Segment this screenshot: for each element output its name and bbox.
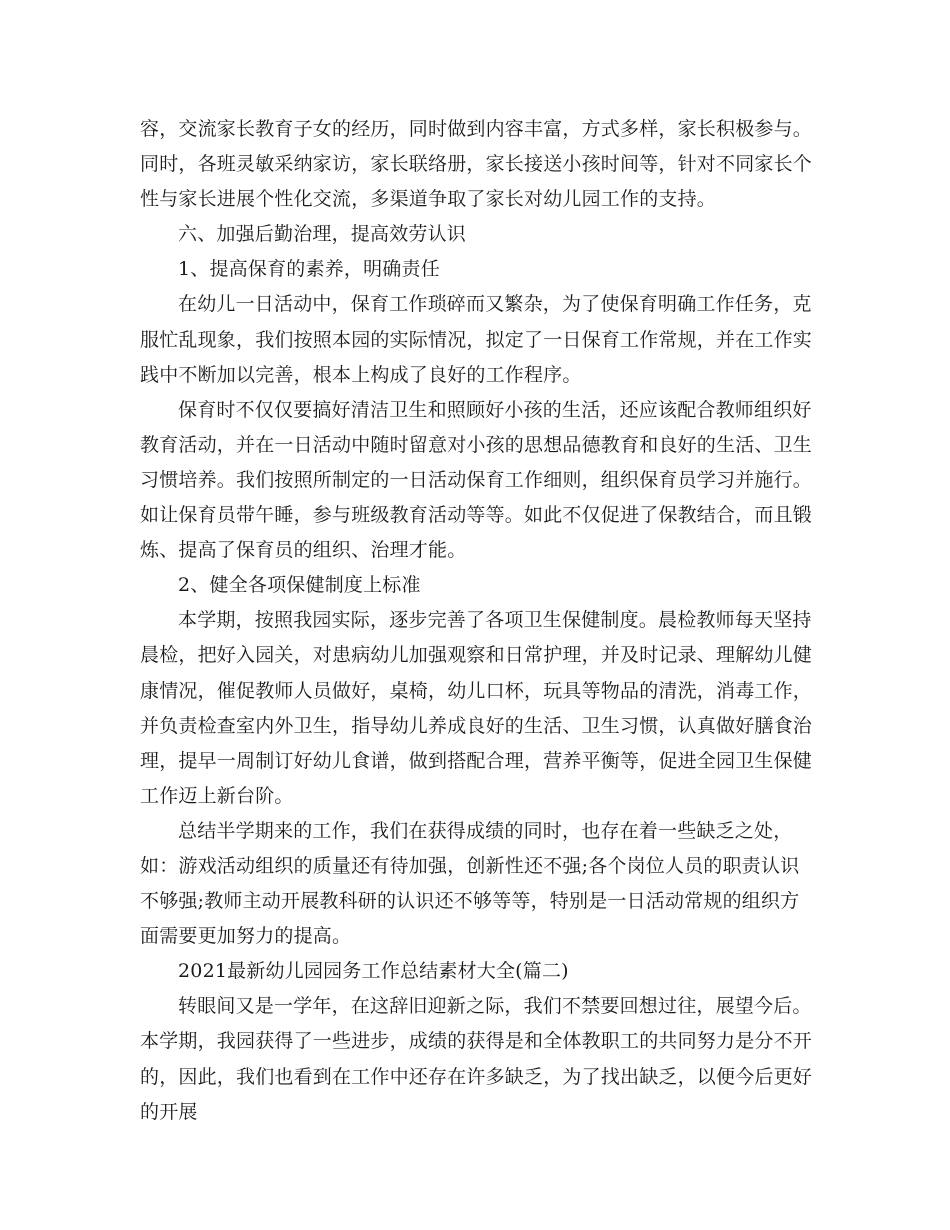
paragraph-summary: 总结半学期来的工作，我们在获得成绩的同时，也存在着一些缺乏之处，如：游戏活动组织的质量还有待加强，创新性还不强;各个岗位人员的职责认识不够强;教师主动开展教科研的认识还不够等等，特别是一日活动常规的组织方面需要更加努力的提高。 bbox=[140, 819, 800, 948]
paragraph-continuation: 容，交流家长教育子女的经历，同时做到内容丰富，方式多样，家长积极参与。同时，各班灵敏采纳家访，家长联络册，家长接送小孩时间等，针对不同家长个性与家长进展个性化交流，多渠道争取了家长对幼儿园工作的支持。 bbox=[140, 118, 813, 211]
section-heading-logistics: 六、加强后勤治理，提高效劳认识 bbox=[178, 223, 467, 246]
article-title-part-two: 2021最新幼儿园园务工作总结素材大全(篇二) bbox=[178, 960, 569, 983]
paragraph: 本学期，按照我园实际，逐步完善了各项卫生保健制度。晨检教师每天坚持晨检，把好入园关，对患病幼儿加强观察和日常护理，并及时记录、理解幼儿健康情况，催促教师人员做好，桌椅，幼儿口杯，玩具等物品的清洗，消毒工作，并负责检查室内外卫生，指导幼儿养成良好的生活、卫生习惯，认真做好膳食治理，提早一周制订好幼儿食谱，做到搭配合理，营养平衡等，促进全园卫生保健工作迈上新台阶。 bbox=[140, 609, 813, 807]
paragraph: 在幼儿一日活动中，保育工作琐碎而又繁杂，为了使保育明确工作任务，克服忙乱现象，我们按照本园的实际情况，拟定了一日保育工作常规，并在工作实践中不断加以完善，根本上构成了良好的工作程序。 bbox=[140, 293, 813, 386]
paragraph: 转眼间又是一学年，在这辞旧迎新之际，我们不禁要回想过往，展望今后。本学期，我园获得了一些进步，成绩的获得是和全体教职工的共同努力是分不开的，因此，我们也看到在工作中还存在许多缺乏，为了找出缺乏，以便今后更好的开展 bbox=[140, 995, 813, 1123]
paragraph: 保育时不仅仅要搞好清洁卫生和照顾好小孩的生活，还应该配合教师组织好教育活动，并在一日活动中随时留意对小孩的思想品德教育和良好的生活、卫生习惯培养。我们按照所制定的一日活动保育工作细则，组织保育员学习并施行。如让保育员带午睡，参与班级教育活动等等。如此不仅促进了保教结合，而且锻炼、提高了保育员的组织、治理才能。 bbox=[140, 398, 813, 562]
subheading-childcare-quality: 1、提高保育的素养，明确责任 bbox=[178, 258, 440, 281]
subheading-health-system: 2、健全各项保健制度上标准 bbox=[178, 574, 421, 597]
document-body bbox=[140, 112, 815, 1130]
